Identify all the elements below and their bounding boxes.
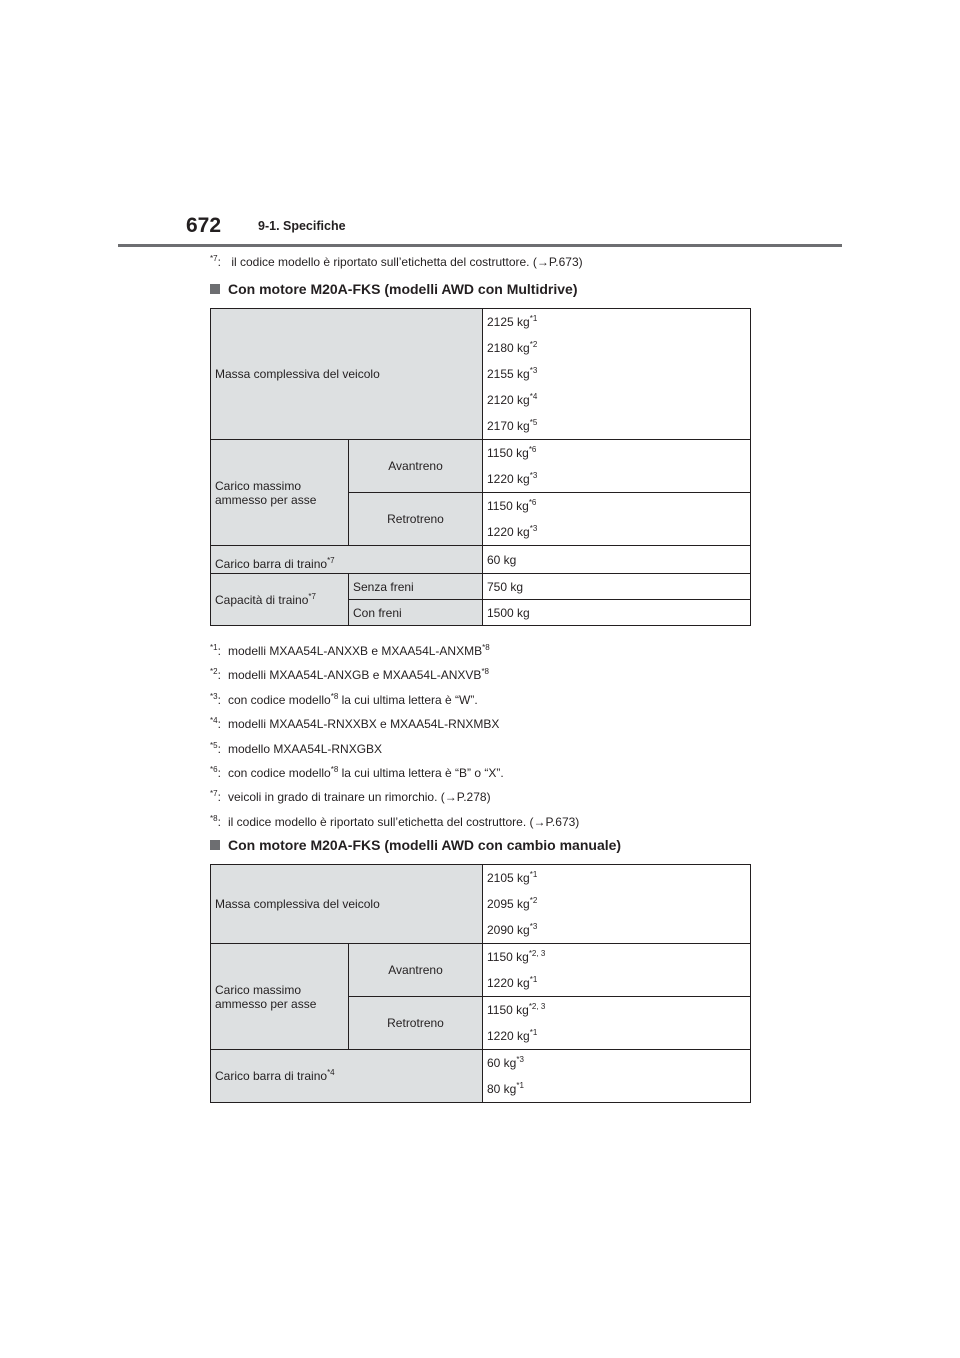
footnote-text: modello MXAA54L-RNXGBX: [228, 741, 383, 756]
footnote-text: con codice modello: [228, 692, 331, 707]
front-axle-label: Avantreno: [349, 440, 483, 493]
value-line: 1150 $kg^{*6}$: [487, 445, 537, 460]
value-line: 2180 $kg^{*2}$: [487, 340, 538, 355]
value-line: 1220 $kg^{*1}$: [487, 975, 538, 990]
table-row: [211, 1050, 751, 1103]
value-line: 2155 $kg^{*3}$: [487, 366, 538, 381]
table-row: [211, 865, 751, 944]
value-line: 2120 $kg^{*4}$: [487, 392, 538, 407]
square-bullet-icon: [210, 284, 220, 294]
value-line: 1150 $kg^{*6}$: [487, 498, 537, 513]
rear-axle-label: Retrotreno: [349, 997, 483, 1050]
footnote-text: il codice modello è riportato sull’etichetta del costruttore. (→P.673): [228, 814, 580, 829]
top-footnote: $^{*7}$: il codice modello è riportato sull’etichetta del costruttore. (→P.673): [210, 254, 583, 269]
section-heading-manual: Con motore M20A-FKS (modelli AWD con cambio manuale): [210, 837, 621, 853]
mass-values: [483, 309, 751, 440]
tow-bar-values: [483, 1050, 751, 1103]
rear-axle-values: [483, 493, 751, 546]
square-bullet-icon: [210, 840, 220, 850]
page-number: 672: [186, 214, 222, 237]
table-row: [211, 546, 751, 574]
axle-label: Carico massimo ammesso per asse: [211, 440, 349, 546]
value-line: 1150 kg$^{*2, 3}$: [487, 1002, 546, 1017]
no-brakes-label: Senza freni: [349, 574, 483, 600]
section-heading-multidrive: Con motore M20A-FKS (modelli AWD con Multidrive): [210, 281, 578, 297]
footnote: $^{*5}$: modello MXAA54L-RNXGBX: [210, 740, 383, 756]
value-line: 1220 $kg^{*3}$: [487, 524, 538, 539]
tow-bar-label: Carico barra di traino$^{*4}$: [211, 1050, 483, 1103]
front-axle-values: [483, 944, 751, 997]
footnote-text: modelli MXAA54L-ANXXB e MXAA54L-ANXMB: [228, 644, 483, 658]
brakes-value: 1500 kg: [483, 600, 751, 626]
table-row: [211, 944, 751, 997]
mass-label: Massa complessiva del veicolo: [211, 865, 483, 944]
value-line: 80 $kg^{*1}$: [487, 1081, 524, 1096]
footnote-mark: *6: [210, 765, 218, 774]
tow-bar-value: 60 kg: [483, 546, 751, 574]
footnote-mark: *2: [210, 667, 218, 677]
value-line: 1150 kg$^{*2, 3}$: [487, 949, 546, 964]
table-row: [211, 309, 751, 440]
footnote-text: modelli MXAA54L-ANXGB e MXAA54L-ANXVB: [228, 668, 482, 683]
axle-label: Carico massimo ammesso per asse: [211, 944, 349, 1050]
spec-table-multidrive: [210, 308, 751, 626]
rear-axle-values: [483, 997, 751, 1050]
value-line: 2090 $kg^{*3}$: [487, 922, 538, 937]
footnote-mark: *7: [210, 254, 218, 263]
footnote-text: veicoli in grado di trainare un rimorchio. (→P.278): [228, 790, 491, 805]
value-line: 60 $kg^{*3}$: [487, 1055, 524, 1070]
footnote-mark: *1: [210, 643, 218, 652]
footnote: $^{*6}$: con codice modello$^{*8}$ la cui ultima lettera è “B” o “X”.: [210, 765, 504, 780]
footnote-mark: *4: [210, 716, 218, 726]
footnote-mark: *8: [210, 813, 218, 823]
footnote: $^{*4}$: modelli MXAA54L-RNXXBX e MXAA54L-RNXMBX: [210, 716, 500, 732]
table-row: [211, 440, 751, 493]
mass-values: [483, 865, 751, 944]
footnote: $^{*8}$: il codice modello è riportato sull’etichetta del costruttore. (→P.673): [210, 813, 580, 829]
footnote: $^{*7}$: veicoli in grado di trainare un rimorchio. (→P.278): [210, 789, 491, 805]
footnote-text: modelli MXAA54L-RNXXBX e MXAA54L-RNXMBX: [228, 717, 500, 732]
value-line: 2095 $kg^{*2}$: [487, 896, 538, 911]
footnote: $^{*2}$: modelli MXAA54L-ANXGB e MXAA54L-ANXVB$^{*8}$: [210, 667, 489, 683]
value-line: 2105 $kg^{*1}$: [487, 870, 538, 885]
mass-label: Massa complessiva del veicolo: [211, 309, 483, 440]
front-axle-values: [483, 440, 751, 493]
value-line: 1220 $kg^{*1}$: [487, 1028, 538, 1043]
rear-axle-label: Retrotreno: [349, 493, 483, 546]
value-line: 1220 $kg^{*3}$: [487, 471, 538, 486]
tow-bar-label: Carico barra di traino$^{*7}$: [211, 546, 483, 574]
front-axle-label: Avantreno: [349, 944, 483, 997]
brakes-label: Con freni: [349, 600, 483, 626]
value-line: 2170 $kg^{*5}$: [487, 418, 538, 433]
footnote-mark: *7: [210, 789, 218, 799]
header-rule: [118, 244, 842, 247]
footnote-text: con codice modello: [228, 766, 331, 780]
tow-capacity-label: Capacità di traino$^{*7}$: [211, 574, 349, 626]
footnote-text: il codice modello è riportato sull’etichetta del costruttore. (→P.673): [231, 255, 583, 269]
footnote-mark: *3: [210, 691, 218, 701]
section-title: 9-1. Specifiche: [258, 219, 346, 233]
no-brakes-value: 750 kg: [483, 574, 751, 600]
spec-table-manual: [210, 864, 751, 1103]
footnote: $^{*3}$: con codice modello$^{*8}$ la cui ultima lettera è “W”.: [210, 691, 478, 707]
footnote: $^{*1}$: modelli MXAA54L-ANXXB e MXAA54L-ANXMB$^{*8}$: [210, 643, 490, 658]
footnote-mark: *5: [210, 740, 218, 750]
value-line: 2125 $kg^{*1}$: [487, 314, 538, 329]
table-row: [211, 574, 751, 600]
